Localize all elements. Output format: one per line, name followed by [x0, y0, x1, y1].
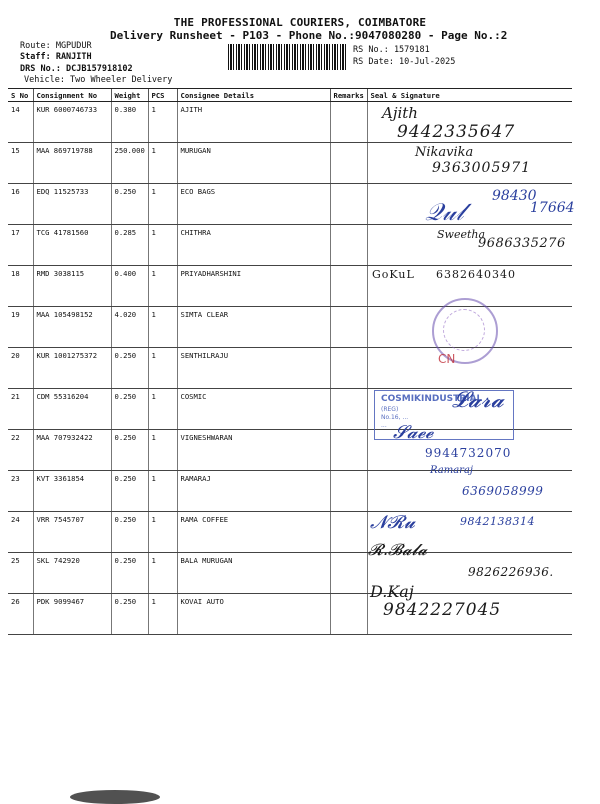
cell-consignment: EDQ 11525733 — [33, 184, 111, 225]
cell-weight: 0.250 — [111, 512, 148, 553]
cell-remarks — [330, 594, 367, 635]
cell-consignee: KOVAI AUTO — [177, 594, 330, 635]
signature-16-scrawl: 𝒬𝓊𝓁 — [425, 198, 464, 226]
cell-remarks — [330, 102, 367, 143]
cell-pcs: 1 — [148, 307, 177, 348]
cell-sno: 15 — [8, 143, 33, 184]
cell-consignment: SKL 742920 — [33, 553, 111, 594]
cell-weight: 0.250 — [111, 553, 148, 594]
cell-consignee: AJITH — [177, 102, 330, 143]
signature-23-name: Ramaraj — [430, 465, 474, 476]
cell-pcs: 1 — [148, 512, 177, 553]
signature-24-phone: 9842138314 — [460, 515, 535, 528]
cell-consignment: MAA 105498152 — [33, 307, 111, 348]
cell-consignment: VRR 7545707 — [33, 512, 111, 553]
cell-sno: 16 — [8, 184, 33, 225]
stamp-line-2: No.16, ... — [381, 414, 409, 421]
cell-pcs: 1 — [148, 225, 177, 266]
cell-consignee: PRIYADHARSHINI — [177, 266, 330, 307]
cell-consignment: KUR 1001275372 — [33, 348, 111, 389]
cell-consignee: CHITHRA — [177, 225, 330, 266]
signature-15-name: Nikavika — [415, 145, 474, 160]
cell-sno: 22 — [8, 430, 33, 471]
signature-18-name: GoKuL — [372, 268, 415, 281]
cell-sno: 20 — [8, 348, 33, 389]
cell-consignee: SENTHILRAJU — [177, 348, 330, 389]
col-header-weight: Weight — [111, 89, 148, 102]
signature-22-phone: 9944732070 — [425, 446, 512, 460]
barcode — [228, 44, 348, 70]
cell-pcs: 1 — [148, 102, 177, 143]
col-header-sno: S No — [8, 89, 33, 102]
signature-25-phone: 9826226936. — [468, 565, 554, 579]
cell-sno: 24 — [8, 512, 33, 553]
rs-date: RS Date: 10-Jul-2025 — [353, 57, 456, 67]
signature-24-scrawl: 𝓝𝓡𝓾 — [370, 512, 416, 533]
drs-number: DRS No.: DCJB157918102 — [20, 64, 133, 74]
signature-22-scrawl: 𝓢𝓪𝓮𝓮 — [393, 422, 434, 443]
cell-weight: 4.020 — [111, 307, 148, 348]
cell-consignee: ECO BAGS — [177, 184, 330, 225]
cell-remarks — [330, 225, 367, 266]
cell-consignment: KVT 3361854 — [33, 471, 111, 512]
stamp-line-3: ... — [381, 422, 387, 429]
cell-weight: 250.000 — [111, 143, 148, 184]
col-header-consignee: Consignee Details — [177, 89, 330, 102]
cell-consignee: VIGNESHWARAN — [177, 430, 330, 471]
cell-consignee: SIMTA CLEAR — [177, 307, 330, 348]
cell-remarks — [330, 266, 367, 307]
col-header-remarks: Remarks — [330, 89, 367, 102]
cell-sno: 17 — [8, 225, 33, 266]
vehicle-label: Vehicle: Two Wheeler Delivery — [24, 75, 173, 85]
cell-remarks — [330, 553, 367, 594]
col-header-consignment: Consignment No — [33, 89, 111, 102]
signature-23-phone: 6369058999 — [462, 484, 544, 498]
stamp-line-1: (REG) — [381, 406, 399, 413]
signature-16-phone-a: 98430 — [492, 188, 537, 204]
rs-number: RS No.: 1579181 — [353, 45, 430, 55]
cell-weight: 0.285 — [111, 225, 148, 266]
signature-26-name: D.Kaj — [370, 582, 414, 601]
cell-remarks — [330, 430, 367, 471]
col-header-signature: Seal & Signature — [367, 89, 572, 102]
cell-consignment: CDM 55316204 — [33, 389, 111, 430]
cell-pcs: 1 — [148, 266, 177, 307]
signature-15-phone: 9363005971 — [432, 160, 532, 176]
cell-sno: 23 — [8, 471, 33, 512]
signature-25-scrawl: 𝓡.𝓑𝓪𝓵𝓪 — [368, 540, 428, 559]
signature-16-phone-b: 17664 — [530, 200, 575, 216]
red-ink-mark: CN — [438, 352, 456, 366]
cell-consignee: RAMARAJ — [177, 471, 330, 512]
cell-sno: 25 — [8, 553, 33, 594]
cell-remarks — [330, 307, 367, 348]
cell-pcs: 1 — [148, 348, 177, 389]
table-row — [8, 184, 572, 225]
cell-pcs: 1 — [148, 184, 177, 225]
cell-remarks — [330, 348, 367, 389]
cell-sno: 14 — [8, 102, 33, 143]
signature-14-phone: 9442335647 — [397, 122, 516, 142]
cell-remarks — [330, 389, 367, 430]
cell-pcs: 1 — [148, 143, 177, 184]
cell-pcs: 1 — [148, 553, 177, 594]
cell-remarks — [330, 143, 367, 184]
signature-17-phone: 9686335276 — [478, 236, 566, 251]
signature-17-name: Sweetha — [437, 228, 486, 241]
cell-consignment: MAA 707932422 — [33, 430, 111, 471]
cell-weight: 0.250 — [111, 184, 148, 225]
cell-remarks — [330, 512, 367, 553]
cell-consignee: MURUGAN — [177, 143, 330, 184]
company-title: THE PROFESSIONAL COURIERS, COIMBATORE — [173, 16, 427, 29]
cell-weight: 0.250 — [111, 430, 148, 471]
scan-smudge — [70, 790, 160, 804]
cell-weight: 0.250 — [111, 348, 148, 389]
cell-consignee: RAMA COFFEE — [177, 512, 330, 553]
cell-consignment: TCG 41781560 — [33, 225, 111, 266]
staff-label: Staff: RANJITH — [20, 52, 92, 62]
cell-remarks — [330, 471, 367, 512]
cell-pcs: 1 — [148, 389, 177, 430]
cell-weight: 0.250 — [111, 471, 148, 512]
cell-weight: 0.380 — [111, 102, 148, 143]
route-label: Route: MGPUDUR — [20, 41, 92, 51]
cell-remarks — [330, 184, 367, 225]
cell-consignment: KUR 6000746733 — [33, 102, 111, 143]
cell-consignee: COSMIC — [177, 389, 330, 430]
runsheet-subtitle: Delivery Runsheet - P103 - Phone No.:9047080280 - Page No.:2 — [110, 29, 508, 42]
col-header-pcs: PCS — [148, 89, 177, 102]
cell-consignment: RMD 3038115 — [33, 266, 111, 307]
signature-26-phone: 9842227045 — [383, 600, 502, 620]
cell-consignment: MAA 869719788 — [33, 143, 111, 184]
cell-weight: 0.250 — [111, 594, 148, 635]
signature-18-phone: 6382640340 — [436, 268, 516, 281]
cell-sno: 18 — [8, 266, 33, 307]
cell-pcs: 1 — [148, 471, 177, 512]
cell-sno: 21 — [8, 389, 33, 430]
cell-consignment: PDK 9099467 — [33, 594, 111, 635]
signature-21-scrawl: 𝓛𝓪𝓻𝓪 — [452, 388, 504, 413]
cell-pcs: 1 — [148, 594, 177, 635]
cell-consignee: BALA MURUGAN — [177, 553, 330, 594]
cell-weight: 0.400 — [111, 266, 148, 307]
signature-14-name: Ajith — [382, 104, 418, 122]
cell-weight: 0.250 — [111, 389, 148, 430]
stamp-title: COSMIKINDUSTRIAL — [381, 394, 483, 404]
cell-pcs: 1 — [148, 430, 177, 471]
cell-sno: 26 — [8, 594, 33, 635]
table-header-row — [8, 89, 572, 102]
cell-sno: 19 — [8, 307, 33, 348]
